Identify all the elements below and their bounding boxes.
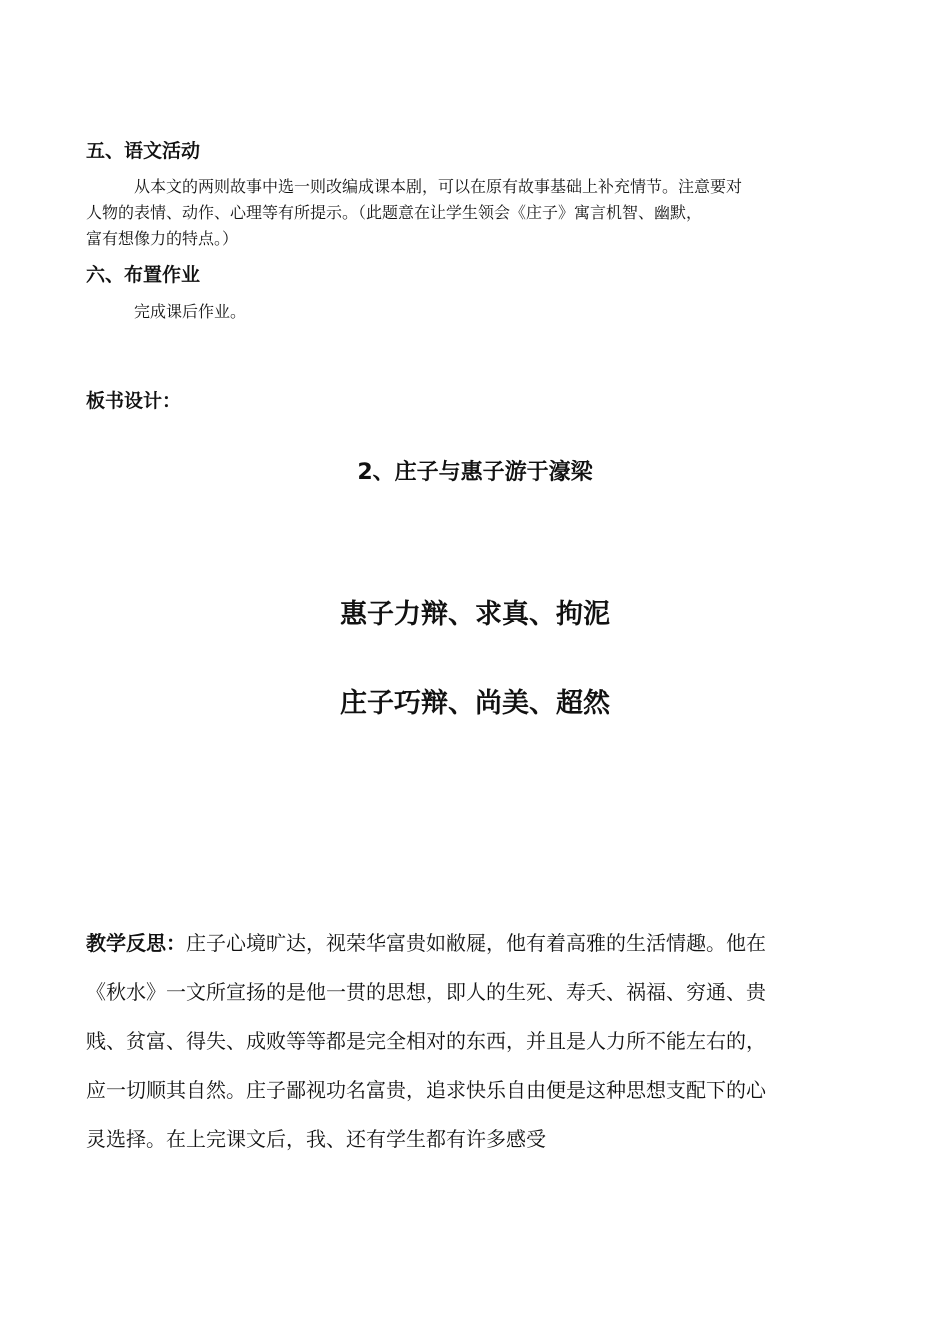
board-title: 2、庄子与惠子游于濠梁 [357, 460, 593, 485]
paragraph-line: 富有想像力的特点。） [86, 229, 239, 248]
board-line-huizi: 惠子力辩、求真、拘泥 [340, 599, 610, 630]
paragraph-line: 灵选择。在上完课文后，我、还有学生都有许多感受 [86, 1127, 546, 1151]
paragraph-line: 从本文的两则故事中选一则改编成课本剧，可以在原有故事基础上补充情节。注意要对 [134, 177, 743, 196]
board-design-label: 板书设计： [86, 390, 182, 412]
paragraph-line: 《秋水》一文所宣扬的是他一贯的思想，即人的生死、寿夭、祸福、穷通、贵 [86, 980, 766, 1004]
section-heading-activity: 五、语文活动 [86, 140, 201, 162]
section-heading-homework: 六、布置作业 [86, 264, 201, 286]
reflection-text: 庄子心境旷达，视荣华富贵如敝屣，他有着高雅的生活情趣。他在 [186, 931, 766, 955]
reflection-label: 教学反思： [86, 931, 186, 955]
teaching-reflection [86, 925, 866, 1170]
paragraph-line [86, 925, 866, 974]
activity-paragraph [86, 174, 866, 252]
paragraph-line: 应一切顺其自然。庄子鄙视功名富贵，追求快乐自由便是这种思想支配下的心 [86, 1078, 766, 1102]
homework-paragraph [86, 299, 866, 325]
paragraph-line: 人物的表情、动作、心理等有所提示。（此题意在让学生领会《庄子》寓言机智、幽默， [86, 203, 703, 222]
board-line-zhuangzi: 庄子巧辩、尚美、超然 [340, 688, 610, 719]
paragraph-line: 完成课后作业。 [134, 302, 247, 321]
paragraph-line: 贱、贫富、得失、成败等等都是完全相对的东西，并且是人力所不能左右的， [86, 1029, 766, 1053]
